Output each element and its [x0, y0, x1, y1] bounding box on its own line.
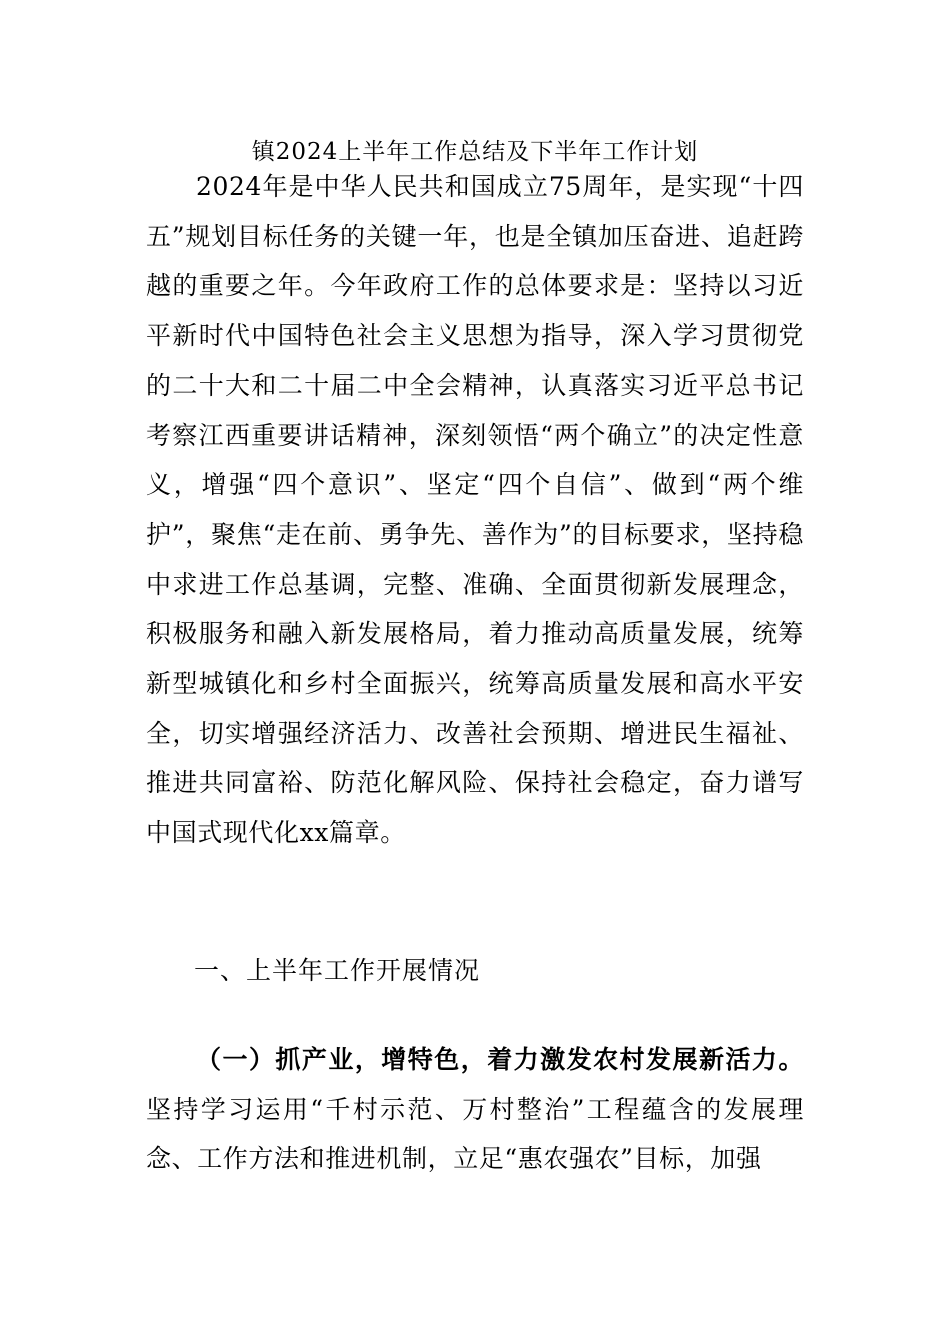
subsection-paragraph — [146, 1035, 804, 1185]
section-heading-first-half-work: 一、上半年工作开展情况 — [194, 956, 481, 985]
intro-paragraph: 2024年是中华人民共和国成立75周年，是实现“十四五”规划目标任务的关键一年，也是全镇加压奋进、追赶跨越的重要之年。今年政府工作的总体要求是：坚持以习近平新时代中国特色社会主义思想为指导，深入学习贯彻党的二十大和二十届二中全会精神，认真落实习近平总书记考察江西重要讲话精神，深刻领悟“两个确立”的决定性意义，增强“四个意识”、坚定“四个自信”、做到“两个维护”，聚焦“走在前、勇争先、善作为”的目标要求，坚持稳中求进工作总基调，完整、准确、全面贯彻新发展理念，积极服务和融入新发展格局，着力推动高质量发展，统筹新型城镇化和乡村全面振兴，统筹高质量发展和高水平安全，切实增强经济活力、改善社会预期、增进民生福祉、推进共同富裕、防范化解风险、保持社会稳定，奋力谱写中国式现代化xx篇章。 — [146, 172, 804, 848]
document-title: 镇2024上半年工作总结及下半年工作计划 — [251, 139, 699, 165]
subsection-lead: （一）抓产业，增特色，着力激发农村发展新活力。 — [196, 1045, 804, 1074]
subsection-body: 坚持学习运用“千村示范、万村整治”工程蕴含的发展理念、工作方法和推进机制，立足“惠农强农”目标，加强 — [146, 1094, 804, 1174]
